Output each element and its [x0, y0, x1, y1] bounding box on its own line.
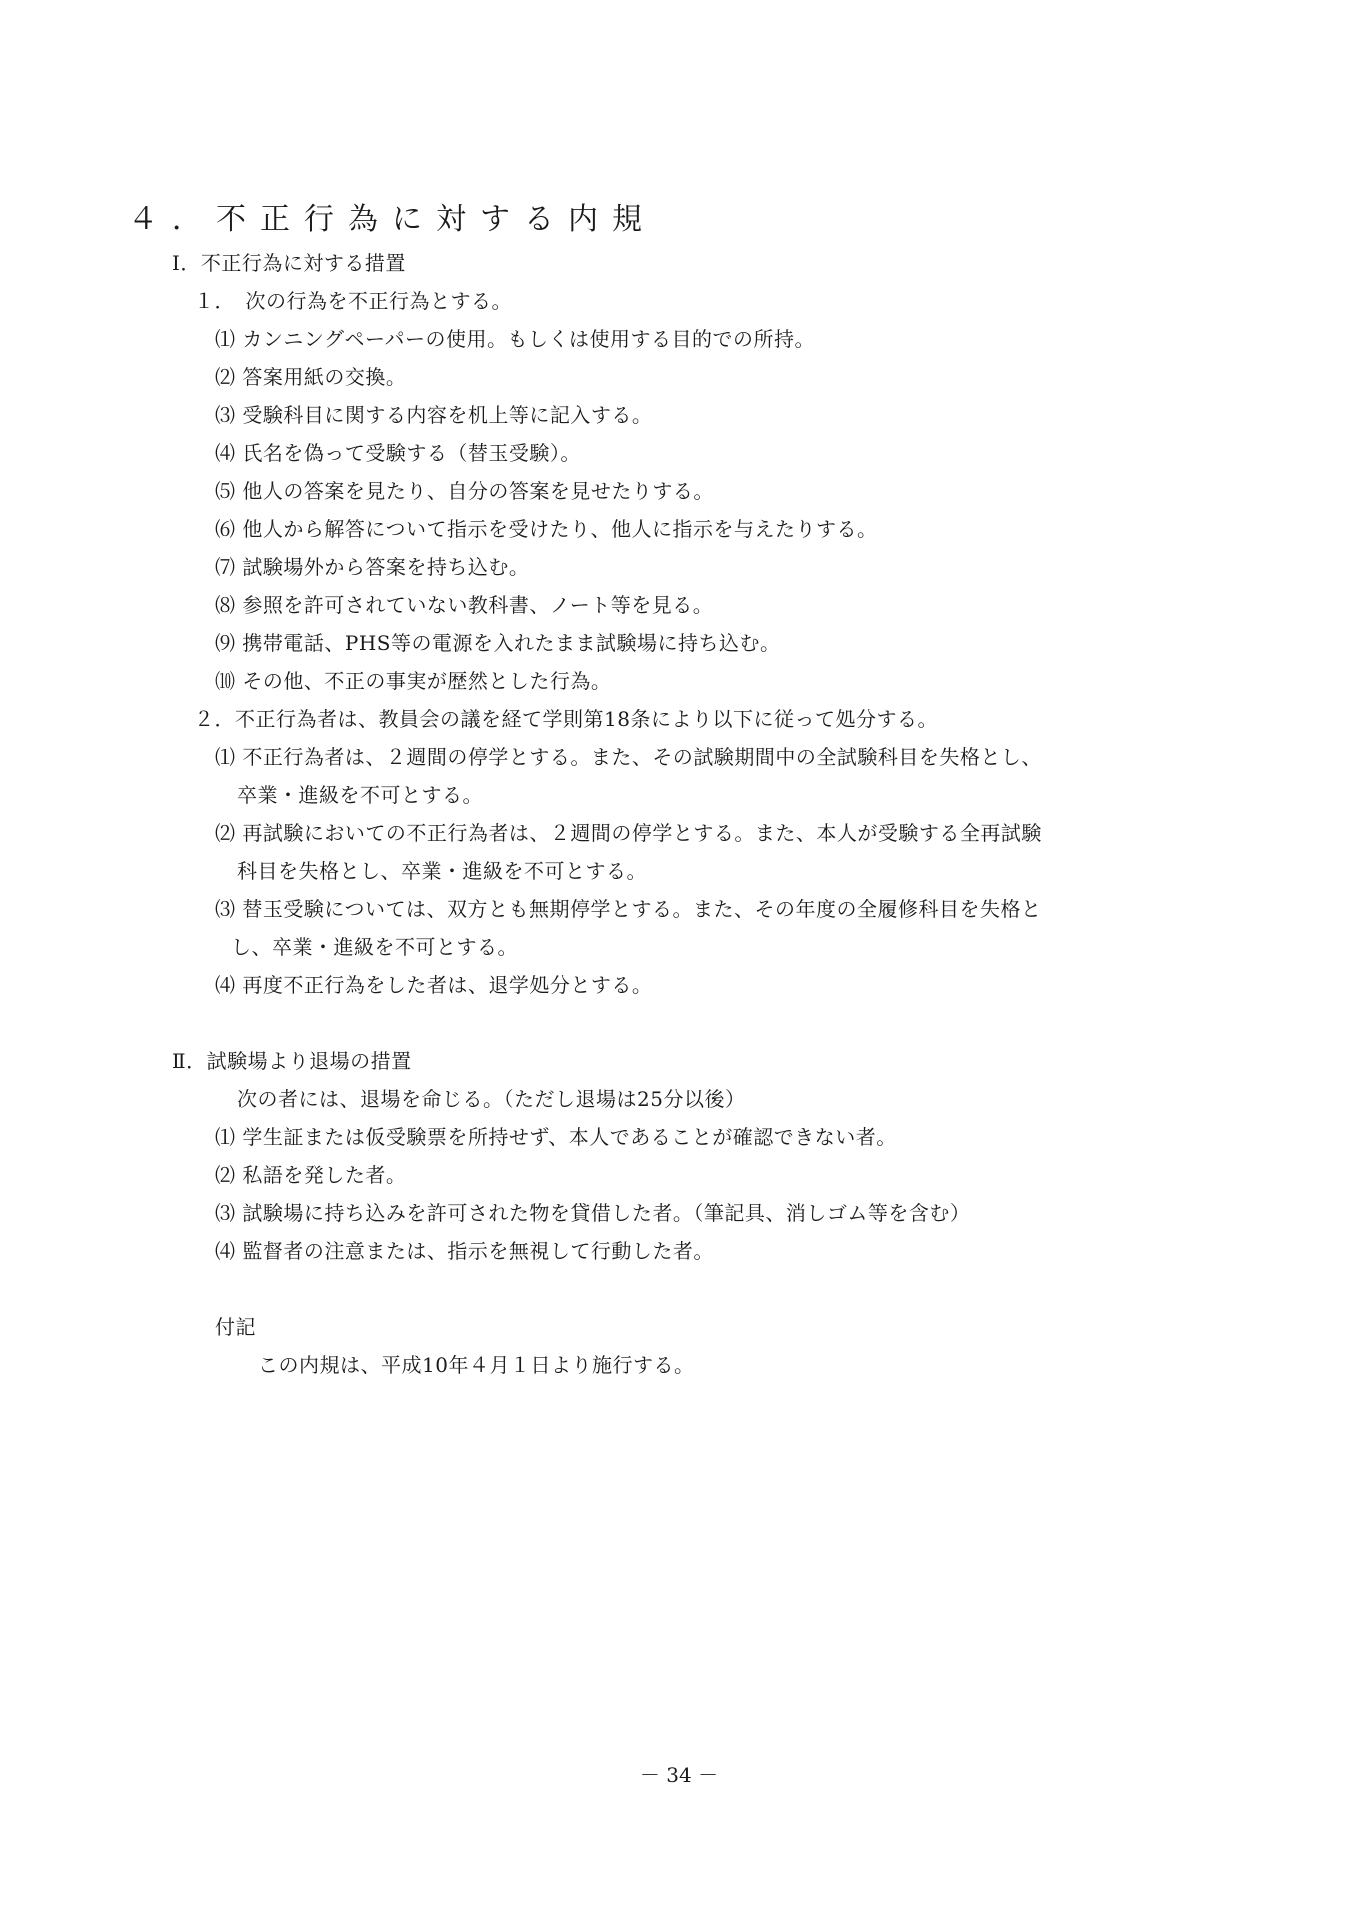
- appendix-text: この内規は、平成10年４月１日より施行する。: [258, 1353, 695, 1377]
- sub1-item-2: ⑵ 答案用紙の交換。: [215, 365, 407, 389]
- sub1-item-6: ⑹ 他人から解答について指示を受けたり、他人に指示を与えたりする。: [215, 517, 878, 541]
- sub1-heading: １． 次の行為を不正行為とする。: [194, 289, 512, 313]
- sub1-item-10: ⑽ その他、不正の事実が歴然とした行為。: [215, 669, 612, 693]
- sub2-item-2-line1: ⑵ 再試験においての不正行為者は、２週間の停学とする。また、本人が受験する全再試験: [215, 821, 1042, 845]
- sub2-item-2-line2: 科目を失格とし、卒業・進級を不可とする。: [237, 859, 647, 883]
- page-title: ４．不正行為に対する内規: [128, 202, 656, 237]
- page-number: － 34 －: [639, 1763, 719, 1787]
- sub2-item-3-line2: し、卒業・進級を不可とする。: [231, 935, 518, 959]
- sub1-item-4: ⑷ 氏名を偽って受験する（替玉受験）。: [215, 441, 581, 465]
- sub2-item-1-line1: ⑴ 不正行為者は、２週間の停学とする。また、その試験期間中の全試験科目を失格とし、: [215, 745, 1042, 769]
- sub2-item-3-line1: ⑶ 替玉受験については、双方とも無期停学とする。また、その年度の全履修科目を失格と: [215, 897, 1042, 921]
- sub1-item-9: ⑼ 携帯電話、PHS等の電源を入れたまま試験場に持ち込む。: [215, 631, 781, 655]
- section2-intro: 次の者には、退場を命じる。（ただし退場は25分以後）: [237, 1087, 746, 1111]
- sub1-item-3: ⑶ 受験科目に関する内容を机上等に記入する。: [215, 403, 653, 427]
- section1-heading: Ⅰ．不正行為に対する措置: [172, 251, 406, 275]
- sub2-item-4-line1: ⑷ 再度不正行為をした者は、退学処分とする。: [215, 973, 653, 997]
- section2-item-2: ⑵ 私語を発した者。: [215, 1163, 407, 1187]
- sub1-item-8: ⑻ 参照を許可されていない教科書、ノート等を見る。: [215, 593, 714, 617]
- appendix-heading: 付記: [215, 1315, 256, 1339]
- sub1-item-7: ⑺ 試験場外から答案を持ち込む。: [215, 555, 530, 579]
- section2-heading: Ⅱ．試験場より退場の措置: [172, 1049, 412, 1073]
- section2-item-3: ⑶ 試験場に持ち込みを許可された物を貸借した者。（筆記具、消しゴム等を含む）: [215, 1201, 971, 1225]
- sub2-heading: ２．不正行為者は、教員会の議を経て学則第18条により以下に従って処分する。: [194, 707, 938, 731]
- section2-item-1: ⑴ 学生証または仮受験票を所持せず、本人であることが確認できない者。: [215, 1125, 897, 1149]
- sub2-item-1-line2: 卒業・進級を不可とする。: [237, 783, 483, 807]
- section2-item-4: ⑷ 監督者の注意または、指示を無視して行動した者。: [215, 1239, 714, 1263]
- sub1-item-1: ⑴ カンニングペーパーの使用。もしくは使用する目的での所持。: [215, 327, 815, 351]
- sub1-item-5: ⑸ 他人の答案を見たり、自分の答案を見せたりする。: [215, 479, 714, 503]
